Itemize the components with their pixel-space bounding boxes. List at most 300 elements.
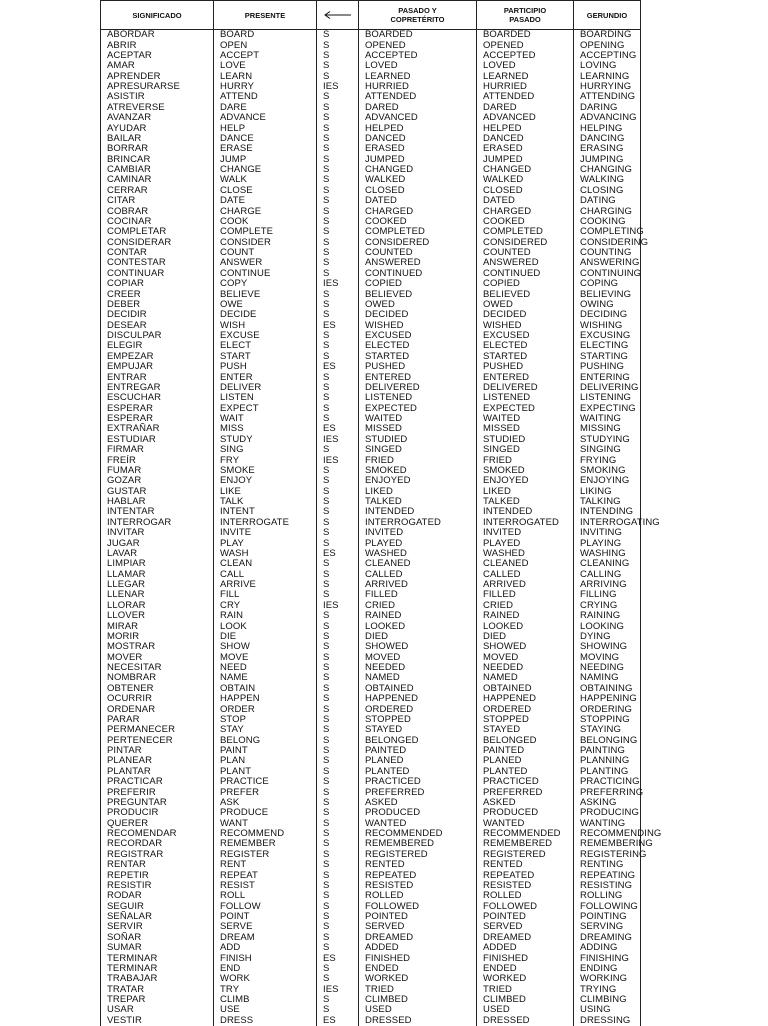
cell-presente: RENT	[214, 860, 317, 870]
verb-table-sheet	[100, 0, 640, 1026]
cell-participio: SHOWED	[477, 642, 574, 652]
cell-gerundio: FRYING	[574, 455, 641, 465]
cell-significado: DISCULPAR	[101, 331, 214, 341]
cell-gerundio: TALKING	[574, 497, 641, 507]
cell-significado: PERTENECER	[101, 736, 214, 746]
cell-suffix: S	[317, 393, 359, 403]
cell-suffix: S	[317, 943, 359, 953]
cell-pasado: STUDIED	[359, 435, 477, 445]
cell-suffix: S	[317, 590, 359, 600]
cell-suffix: ES	[317, 549, 359, 559]
cell-presente: ELECT	[214, 341, 317, 351]
verb-conjugation-table	[100, 0, 641, 1026]
cell-significado: USAR	[101, 1005, 214, 1015]
cell-presente: RESIST	[214, 881, 317, 891]
cell-participio: LIKED	[477, 487, 574, 497]
cell-significado: LLEGAR	[101, 580, 214, 590]
table-body	[101, 30, 641, 1026]
cell-significado: ENTREGAR	[101, 383, 214, 393]
cell-significado: ESCUCHAR	[101, 393, 214, 403]
cell-significado: VESTIR	[101, 1016, 214, 1026]
cell-gerundio: PRODUCING	[574, 808, 641, 818]
cell-suffix: ES	[317, 321, 359, 331]
cell-suffix: S	[317, 528, 359, 538]
cell-gerundio: JUMPING	[574, 155, 641, 165]
cell-participio: PAINTED	[477, 746, 574, 756]
cell-pasado: INTERROGATED	[359, 518, 477, 528]
cell-pasado: DIED	[359, 632, 477, 642]
table-row	[101, 860, 641, 870]
cell-significado: PRACTICAR	[101, 777, 214, 787]
cell-gerundio: CRYING	[574, 601, 641, 611]
cell-presente: BOARD	[214, 30, 317, 41]
cell-significado: SEGUIR	[101, 902, 214, 912]
cell-suffix: S	[317, 155, 359, 165]
table-row	[101, 694, 641, 704]
cell-significado: CONTESTAR	[101, 258, 214, 268]
cell-suffix: S	[317, 175, 359, 185]
cell-gerundio: WISHING	[574, 321, 641, 331]
cell-participio: SERVED	[477, 922, 574, 932]
cell-presente: COOK	[214, 217, 317, 227]
table-row	[101, 777, 641, 787]
cell-gerundio: HELPING	[574, 123, 641, 133]
cell-participio: HELPED	[477, 123, 574, 133]
cell-pasado: NEEDED	[359, 663, 477, 673]
cell-suffix: ES	[317, 953, 359, 963]
cell-gerundio: CONSIDERING	[574, 238, 641, 248]
cell-suffix: S	[317, 414, 359, 424]
cell-presente: NAME	[214, 673, 317, 683]
cell-participio: ASKED	[477, 798, 574, 808]
cell-gerundio: CHANGING	[574, 165, 641, 175]
cell-participio: COUNTED	[477, 248, 574, 258]
cell-suffix: S	[317, 829, 359, 839]
cell-pasado: RECOMMENDED	[359, 829, 477, 839]
cell-suffix: S	[317, 372, 359, 382]
cell-significado: INTENTAR	[101, 507, 214, 517]
cell-gerundio: WANTING	[574, 819, 641, 829]
cell-participio: ANSWERED	[477, 258, 574, 268]
cell-gerundio: COPING	[574, 279, 641, 289]
cell-gerundio: OBTAINING	[574, 684, 641, 694]
cell-gerundio: CALLING	[574, 570, 641, 580]
cell-significado: EMPUJAR	[101, 362, 214, 372]
cell-suffix: ES	[317, 362, 359, 372]
cell-pasado: OBTAINED	[359, 684, 477, 694]
cell-significado: CREER	[101, 289, 214, 299]
cell-significado: CAMINAR	[101, 175, 214, 185]
cell-significado: MORIR	[101, 632, 214, 642]
cell-significado: TERMINAR	[101, 964, 214, 974]
cell-presente: REMEMBER	[214, 839, 317, 849]
table-row	[101, 476, 641, 486]
header-presente: PRESENTE	[214, 1, 317, 30]
cell-suffix: S	[317, 289, 359, 299]
table-row	[101, 362, 641, 372]
cell-gerundio: REMEMBERING	[574, 839, 641, 849]
cell-gerundio: POINTING	[574, 912, 641, 922]
cell-participio: RECOMMENDED	[477, 829, 574, 839]
cell-gerundio: ENJOYING	[574, 476, 641, 486]
cell-pasado: CRIED	[359, 601, 477, 611]
cell-participio: TALKED	[477, 497, 574, 507]
cell-participio: CALLED	[477, 570, 574, 580]
cell-participio: PLAYED	[477, 538, 574, 548]
cell-participio: ARRIVED	[477, 580, 574, 590]
cell-participio: INTENDED	[477, 507, 574, 517]
cell-pasado: COPIED	[359, 279, 477, 289]
cell-presente: OWE	[214, 300, 317, 310]
cell-pasado: DELIVERED	[359, 383, 477, 393]
cell-gerundio: ACCEPTING	[574, 51, 641, 61]
cell-presente: INVITE	[214, 528, 317, 538]
cell-gerundio: INVITING	[574, 528, 641, 538]
cell-significado: PREFERIR	[101, 787, 214, 797]
cell-presente: TRY	[214, 985, 317, 995]
cell-suffix: S	[317, 476, 359, 486]
cell-suffix: S	[317, 777, 359, 787]
cell-pasado: PLANTED	[359, 767, 477, 777]
cell-gerundio: CONTINUING	[574, 269, 641, 279]
cell-suffix: S	[317, 808, 359, 818]
cell-gerundio: ADVANCING	[574, 113, 641, 123]
cell-presente: COMPLETE	[214, 227, 317, 237]
cell-suffix: S	[317, 445, 359, 455]
cell-significado: LAVAR	[101, 549, 214, 559]
cell-suffix: IES	[317, 455, 359, 465]
cell-participio: SINGED	[477, 445, 574, 455]
cell-pasado: FINISHED	[359, 953, 477, 963]
cell-participio: MOVED	[477, 653, 574, 663]
cell-presente: CLEAN	[214, 559, 317, 569]
cell-presente: PLANT	[214, 767, 317, 777]
cell-presente: COUNT	[214, 248, 317, 258]
cell-presente: OPEN	[214, 40, 317, 50]
cell-gerundio: LOVING	[574, 61, 641, 71]
cell-pasado: ENDED	[359, 964, 477, 974]
cell-pasado: MOVED	[359, 653, 477, 663]
table-row	[101, 725, 641, 735]
cell-gerundio: DECIDING	[574, 310, 641, 320]
cell-gerundio: ASKING	[574, 798, 641, 808]
cell-gerundio: LIKING	[574, 487, 641, 497]
cell-suffix: S	[317, 974, 359, 984]
cell-participio: BELONGED	[477, 736, 574, 746]
cell-participio: COMPLETED	[477, 227, 574, 237]
cell-suffix: S	[317, 1005, 359, 1015]
cell-suffix: S	[317, 704, 359, 714]
cell-presente: FOLLOW	[214, 902, 317, 912]
cell-suffix: S	[317, 30, 359, 41]
cell-participio: LOVED	[477, 61, 574, 71]
cell-suffix: S	[317, 217, 359, 227]
cell-pasado: COMPLETED	[359, 227, 477, 237]
cell-suffix: S	[317, 51, 359, 61]
cell-pasado: FILLED	[359, 590, 477, 600]
cell-presente: OBTAIN	[214, 684, 317, 694]
cell-suffix: S	[317, 113, 359, 123]
cell-presente: ORDER	[214, 704, 317, 714]
cell-suffix: S	[317, 310, 359, 320]
table-row	[101, 196, 641, 206]
cell-pasado: ERASED	[359, 144, 477, 154]
cell-pasado: SINGED	[359, 445, 477, 455]
cell-participio: CHARGED	[477, 206, 574, 216]
cell-presente: RAIN	[214, 611, 317, 621]
cell-significado: BORRAR	[101, 144, 214, 154]
cell-significado: CONTAR	[101, 248, 214, 258]
cell-presente: ERASE	[214, 144, 317, 154]
cell-significado: ELEGIR	[101, 341, 214, 351]
cell-pasado: RAINED	[359, 611, 477, 621]
cell-presente: DIE	[214, 632, 317, 642]
cell-participio: CONTINUED	[477, 269, 574, 279]
cell-gerundio: SMOKING	[574, 466, 641, 476]
cell-pasado: INVITED	[359, 528, 477, 538]
cell-participio: CONSIDERED	[477, 238, 574, 248]
cell-significado: MIRAR	[101, 621, 214, 631]
cell-pasado: PLANED	[359, 756, 477, 766]
cell-gerundio: DATING	[574, 196, 641, 206]
cell-participio: RESISTED	[477, 881, 574, 891]
cell-significado: SUMAR	[101, 943, 214, 953]
table-row	[101, 227, 641, 237]
cell-presente: CHANGE	[214, 165, 317, 175]
cell-presente: USE	[214, 1005, 317, 1015]
table-row	[101, 61, 641, 71]
header-participio-pasado: PARTICIPIO PASADO	[477, 1, 574, 30]
cell-pasado: LIKED	[359, 487, 477, 497]
cell-significado: ESPERAR	[101, 404, 214, 414]
cell-gerundio: FOLLOWING	[574, 902, 641, 912]
cell-significado: EMPEZAR	[101, 352, 214, 362]
cell-suffix: S	[317, 570, 359, 580]
cell-pasado: USED	[359, 1005, 477, 1015]
cell-gerundio: PRACTICING	[574, 777, 641, 787]
cell-significado: DESEAR	[101, 321, 214, 331]
cell-suffix: S	[317, 642, 359, 652]
cell-participio: FINISHED	[477, 953, 574, 963]
cell-gerundio: OWING	[574, 300, 641, 310]
table-row	[101, 974, 641, 984]
cell-pasado: TALKED	[359, 497, 477, 507]
cell-suffix: S	[317, 933, 359, 943]
cell-pasado: DRESSED	[359, 1016, 477, 1026]
cell-gerundio: PUSHING	[574, 362, 641, 372]
cell-significado: PRODUCIR	[101, 808, 214, 818]
cell-participio: REMEMBERED	[477, 839, 574, 849]
cell-significado: MOSTRAR	[101, 642, 214, 652]
cell-gerundio: PAINTING	[574, 746, 641, 756]
cell-participio: DRESSED	[477, 1016, 574, 1026]
table-row	[101, 445, 641, 455]
cell-gerundio: SHOWING	[574, 642, 641, 652]
cell-suffix: S	[317, 580, 359, 590]
cell-presente: SMOKE	[214, 466, 317, 476]
cell-suffix: S	[317, 756, 359, 766]
cell-pasado: STARTED	[359, 352, 477, 362]
cell-presente: FINISH	[214, 953, 317, 963]
cell-participio: INTERROGATED	[477, 518, 574, 528]
cell-participio: FILLED	[477, 590, 574, 600]
cell-participio: STAYED	[477, 725, 574, 735]
cell-participio: ROLLED	[477, 891, 574, 901]
cell-suffix: S	[317, 850, 359, 860]
cell-pasado: LISTENED	[359, 393, 477, 403]
cell-suffix: S	[317, 995, 359, 1005]
cell-presente: BELONG	[214, 736, 317, 746]
cell-presente: PRACTICE	[214, 777, 317, 787]
cell-significado: NOMBRAR	[101, 673, 214, 683]
cell-presente: REPEAT	[214, 870, 317, 880]
cell-gerundio: ARRIVING	[574, 580, 641, 590]
cell-participio: RENTED	[477, 860, 574, 870]
cell-significado: FUMAR	[101, 466, 214, 476]
cell-presente: ENJOY	[214, 476, 317, 486]
cell-suffix: S	[317, 725, 359, 735]
cell-gerundio: ATTENDING	[574, 92, 641, 102]
cell-presente: PUSH	[214, 362, 317, 372]
cell-gerundio: PLANNING	[574, 756, 641, 766]
cell-pasado: WISHED	[359, 321, 477, 331]
cell-significado: BRINCAR	[101, 155, 214, 165]
cell-presente: NEED	[214, 663, 317, 673]
cell-presente: PLAY	[214, 538, 317, 548]
cell-significado: REPETIR	[101, 870, 214, 880]
cell-presente: INTERROGATE	[214, 518, 317, 528]
cell-participio: ELECTED	[477, 341, 574, 351]
cell-gerundio: REGISTERING	[574, 850, 641, 860]
cell-gerundio: CLEANING	[574, 559, 641, 569]
cell-suffix: S	[317, 653, 359, 663]
cell-gerundio: MISSING	[574, 424, 641, 434]
cell-suffix: IES	[317, 435, 359, 445]
cell-presente: INTENT	[214, 507, 317, 517]
cell-significado: CITAR	[101, 196, 214, 206]
cell-significado: PLANTAR	[101, 767, 214, 777]
cell-significado: APRENDER	[101, 72, 214, 82]
cell-presente: STAY	[214, 725, 317, 735]
cell-presente: REGISTER	[214, 850, 317, 860]
cell-participio: RAINED	[477, 611, 574, 621]
cell-participio: LOOKED	[477, 621, 574, 631]
cell-significado: COPIAR	[101, 279, 214, 289]
cell-pasado: SERVED	[359, 922, 477, 932]
cell-presente: COPY	[214, 279, 317, 289]
cell-pasado: BELONGED	[359, 736, 477, 746]
cell-participio: STUDIED	[477, 435, 574, 445]
cell-gerundio: ORDERING	[574, 704, 641, 714]
cell-gerundio: LOOKING	[574, 621, 641, 631]
cell-pasado: NAMED	[359, 673, 477, 683]
cell-suffix: S	[317, 839, 359, 849]
cell-participio: CLOSED	[477, 186, 574, 196]
cell-presente: FRY	[214, 455, 317, 465]
cell-suffix: S	[317, 40, 359, 50]
cell-gerundio: COMPLETING	[574, 227, 641, 237]
cell-presente: WORK	[214, 974, 317, 984]
cell-significado: TREPAR	[101, 995, 214, 1005]
cell-significado: RESISTIR	[101, 881, 214, 891]
table-row	[101, 393, 641, 403]
cell-gerundio: EXPECTING	[574, 404, 641, 414]
cell-significado: REGISTRAR	[101, 850, 214, 860]
cell-participio: CHANGED	[477, 165, 574, 175]
cell-suffix: S	[317, 92, 359, 102]
cell-participio: EXCUSED	[477, 331, 574, 341]
cell-suffix: S	[317, 819, 359, 829]
cell-pasado: DATED	[359, 196, 477, 206]
cell-significado: CONTINUAR	[101, 269, 214, 279]
cell-significado: PARAR	[101, 715, 214, 725]
cell-participio: WALKED	[477, 175, 574, 185]
cell-pasado: REPEATED	[359, 870, 477, 880]
cell-significado: TRABAJAR	[101, 974, 214, 984]
cell-presente: PLAN	[214, 756, 317, 766]
table-row	[101, 891, 641, 901]
cell-significado: LLOVER	[101, 611, 214, 621]
cell-participio: MISSED	[477, 424, 574, 434]
cell-significado: FREÍR	[101, 455, 214, 465]
cell-presente: DATE	[214, 196, 317, 206]
cell-significado: APRESURARSE	[101, 82, 214, 92]
cell-presente: SERVE	[214, 922, 317, 932]
cell-presente: ROLL	[214, 891, 317, 901]
cell-participio: EXPECTED	[477, 404, 574, 414]
cell-presente: HAPPEN	[214, 694, 317, 704]
cell-suffix: S	[317, 165, 359, 175]
cell-suffix: S	[317, 611, 359, 621]
cell-participio: DREAMED	[477, 933, 574, 943]
cell-gerundio: DANCING	[574, 134, 641, 144]
cell-suffix: S	[317, 497, 359, 507]
cell-suffix: S	[317, 123, 359, 133]
cell-significado: ASISTIR	[101, 92, 214, 102]
cell-presente: CONTINUE	[214, 269, 317, 279]
cell-presente: DECIDE	[214, 310, 317, 320]
cell-significado: ABRIR	[101, 40, 214, 50]
header-pasado-copreterito: PASADO Y COPRETÉRITO	[359, 1, 477, 30]
cell-gerundio: WASHING	[574, 549, 641, 559]
cell-participio: DANCED	[477, 134, 574, 144]
cell-gerundio: LEARNING	[574, 72, 641, 82]
cell-participio: DELIVERED	[477, 383, 574, 393]
cell-pasado: WASHED	[359, 549, 477, 559]
cell-gerundio: LISTENING	[574, 393, 641, 403]
cell-pasado: STAYED	[359, 725, 477, 735]
cell-gerundio: DARING	[574, 103, 641, 113]
cell-pasado: LEARNED	[359, 72, 477, 82]
cell-presente: FILL	[214, 590, 317, 600]
cell-presente: WALK	[214, 175, 317, 185]
cell-pasado: CLIMBED	[359, 995, 477, 1005]
cell-suffix: S	[317, 694, 359, 704]
cell-gerundio: SERVING	[574, 922, 641, 932]
cell-pasado: REGISTERED	[359, 850, 477, 860]
cell-presente: DRESS	[214, 1016, 317, 1026]
cell-participio: HAPPENED	[477, 694, 574, 704]
cell-presente: MISS	[214, 424, 317, 434]
cell-suffix: S	[317, 383, 359, 393]
cell-pasado: ELECTED	[359, 341, 477, 351]
cell-gerundio: CLIMBING	[574, 995, 641, 1005]
cell-presente: WISH	[214, 321, 317, 331]
cell-significado: AMAR	[101, 61, 214, 71]
cell-pasado: RESISTED	[359, 881, 477, 891]
cell-gerundio: RESISTING	[574, 881, 641, 891]
cell-suffix: IES	[317, 985, 359, 995]
